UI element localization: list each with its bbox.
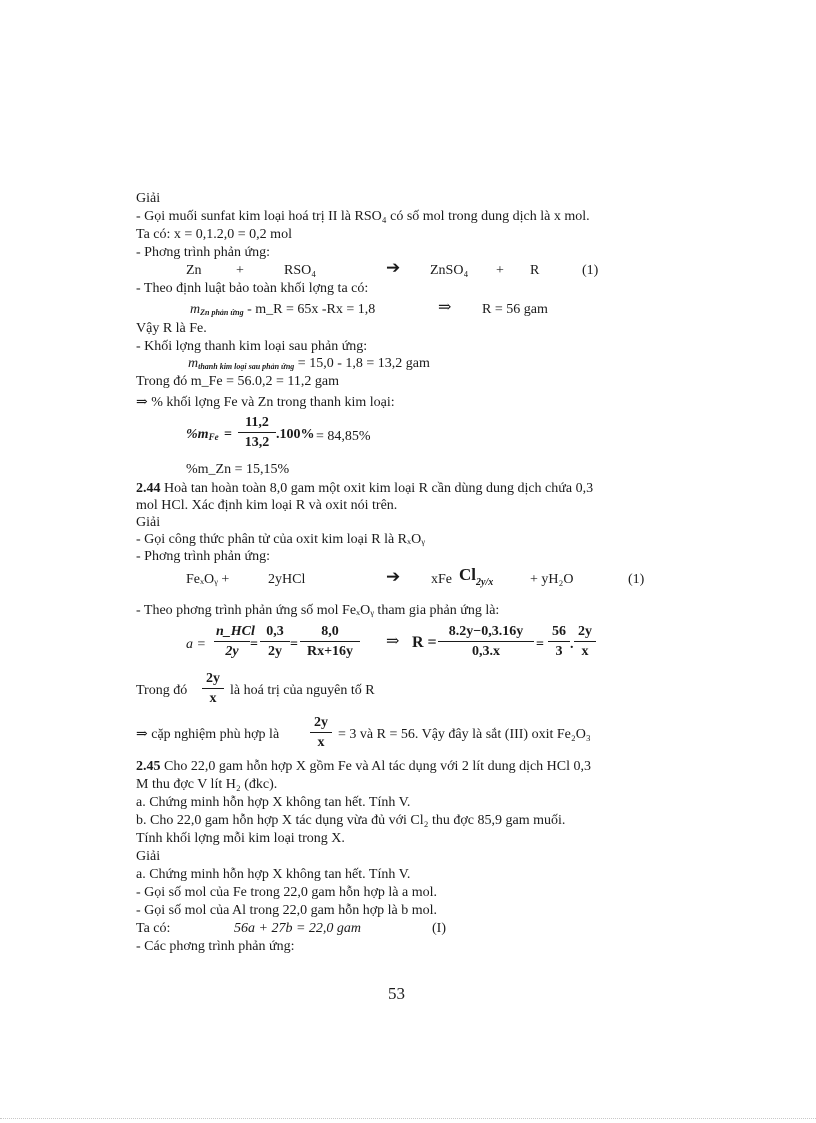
multiply-dot: . xyxy=(570,637,574,652)
problem-2-44 xyxy=(136,480,593,497)
reaction-term: RSO₄ xyxy=(284,263,317,278)
numerator: 2y xyxy=(314,715,328,730)
denominator: 13,2 xyxy=(244,435,270,450)
fraction xyxy=(260,623,290,660)
denominator: x xyxy=(209,691,217,706)
text-line: - Gọi số mol của Al trong 22,0 gam hỗn hợp là b mol. xyxy=(136,903,437,918)
text-line: - Gọi công thức phân tử của oxit kim loại R là RₓOᵧ xyxy=(136,532,425,547)
problem-2-45 xyxy=(136,758,591,775)
equation-result: = 84,85% xyxy=(316,429,371,444)
reaction-term: FeₓOᵧ + xyxy=(186,572,230,587)
denominator: 3 xyxy=(555,644,563,659)
equals-sign: = xyxy=(290,637,298,652)
arrow-icon: ➔ xyxy=(386,567,401,586)
text-line: Ta có: x = 0,1.2,0 = 0,2 mol xyxy=(136,227,292,242)
heading-giai-2: Giải xyxy=(136,515,161,530)
reaction-term: ZnSO₄ xyxy=(430,263,469,278)
text-line: - Phơng trình phản ứng: xyxy=(136,549,270,564)
text-line: M thu đợc V lít H₂ (đkc). xyxy=(136,777,278,792)
equation-rest: = 15,0 - 1,8 = 13,2 gam xyxy=(294,356,430,371)
equation-line xyxy=(190,301,375,321)
numerator: 2y xyxy=(206,671,220,686)
text-line: Trong đó m_Fe = 56.0,2 = 11,2 gam xyxy=(136,374,339,389)
equation-number: (I) xyxy=(432,921,446,936)
implies-icon: ⇒ xyxy=(386,633,400,650)
reaction-term: R xyxy=(530,263,540,278)
fraction xyxy=(238,414,276,451)
reaction-number: (1) xyxy=(582,263,599,278)
text-line: b. Cho 22,0 gam hỗn hợp X tác dụng vừa đủ với Cl₂ thu đợc 85,9 gam muối. xyxy=(136,813,566,828)
reaction-term: 2yHCl xyxy=(268,572,306,587)
text-line: mol HCl. Xác định kim loại R và oxit nói trên. xyxy=(136,498,398,513)
text-line: = 3 và R = 56. Vậy đây là sắt (III) oxit Fe₂O₃ xyxy=(338,727,591,742)
numerator: 11,2 xyxy=(245,415,269,430)
problem-number: 2.44 xyxy=(136,481,161,496)
page-bottom-divider xyxy=(0,1118,816,1119)
reaction-number: (1) xyxy=(628,572,645,587)
heading-giai-3: Giải xyxy=(136,849,161,864)
fraction-bar xyxy=(202,688,224,689)
numerator: 8.2y−0,3.16y xyxy=(448,624,524,639)
equation: 56a + 27b = 22,0 gam xyxy=(234,921,362,936)
numerator: 8,0 xyxy=(321,624,339,639)
denominator: Rx+16y xyxy=(306,644,354,659)
fraction-bar xyxy=(214,641,250,642)
text-line: Ta có: xyxy=(136,921,171,936)
text-line: - Các phơng trình phản ứng: xyxy=(136,939,295,954)
text-line: Tính khối lợng mỗi kim loại trong X. xyxy=(136,831,345,846)
numerator: n_HCl xyxy=(216,624,255,639)
var-r: R = xyxy=(412,634,437,651)
fraction-bar xyxy=(574,641,596,642)
fraction-bar xyxy=(310,732,332,733)
subscript: 2y/x xyxy=(476,577,494,588)
problem-number: 2.45 xyxy=(136,759,161,774)
fraction xyxy=(548,623,570,660)
cl-text: Cl xyxy=(459,565,476,584)
fraction-bar xyxy=(548,641,570,642)
var-m: m xyxy=(188,356,199,371)
equals-sign: = xyxy=(224,427,232,442)
fraction xyxy=(310,714,332,751)
numerator: 0,3 xyxy=(266,624,284,639)
text-line: - Khối lợng thanh kim loại sau phản ứng: xyxy=(136,339,368,354)
numerator: 56 xyxy=(552,624,566,639)
denominator: 2y xyxy=(225,644,239,659)
var-m: m xyxy=(190,302,201,317)
subscript: Fe xyxy=(208,432,219,442)
text-line: ⇒ cặp nghiệm phù hợp là xyxy=(136,727,280,742)
equals-sign: = xyxy=(536,637,544,652)
denominator: x xyxy=(581,644,589,659)
text-line: a. Chứng minh hỗn hợp X không tan hết. Tính V. xyxy=(136,867,411,882)
equals-sign: = xyxy=(250,637,258,652)
fraction xyxy=(574,623,596,660)
reaction-plus: + xyxy=(236,263,244,278)
heading-giai-1: Giải xyxy=(136,191,161,206)
subscript: Zn phản ứng xyxy=(200,308,244,317)
fraction xyxy=(214,623,255,660)
text-line: a. Chứng minh hỗn hợp X không tan hết. Tính V. xyxy=(136,795,411,810)
chlorine-symbol xyxy=(459,566,493,591)
equation-result: R = 56 gam xyxy=(482,302,548,317)
text-line: - Gọi muối sunfat kim loại hoá trị II là RSO₄ có số mol trong dung dịch là x mol. xyxy=(136,209,590,224)
equation-line xyxy=(188,355,430,375)
subscript: thanh kim loại sau phản ứng xyxy=(198,362,295,371)
fraction xyxy=(202,670,224,707)
reaction-term: Zn xyxy=(186,263,202,278)
reaction-plus: + xyxy=(496,263,504,278)
fraction-bar xyxy=(260,641,290,642)
denominator: 0,3.x xyxy=(472,644,500,659)
fraction-bar xyxy=(238,432,276,433)
var-percent-m: %m xyxy=(186,427,209,442)
page-number: 53 xyxy=(388,984,405,1003)
denominator: 2y xyxy=(268,644,282,659)
text-line: là hoá trị của nguyên tố R xyxy=(230,683,375,698)
fraction xyxy=(438,623,534,660)
numerator: 2y xyxy=(578,624,592,639)
arrow-icon: ➔ xyxy=(386,258,401,277)
text-line: - Theo định luật bảo toàn khối lợng ta có: xyxy=(136,281,369,296)
var-a: a = xyxy=(186,637,206,652)
text-line: Trong đó xyxy=(136,683,188,698)
implies-icon: ⇒ xyxy=(438,299,452,316)
fraction-bar xyxy=(438,641,534,642)
text-line: Vậy R là Fe. xyxy=(136,321,207,336)
reaction-term: xFe xyxy=(431,572,452,587)
denominator: x xyxy=(317,735,325,750)
text-line: ⇒ % khối lợng Fe và Zn trong thanh kim loại: xyxy=(136,395,395,410)
text-line: - Phơng trình phản ứng: xyxy=(136,245,270,260)
problem-text: Hoà tan hoàn toàn 8,0 gam một oxit kim loại R cần dùng dung dịch chứa 0,3 xyxy=(160,481,594,496)
problem-text: Cho 22,0 gam hỗn hợp X gồm Fe và Al tác dụng với 2 lít dung dịch HCl 0,3 xyxy=(160,759,592,774)
fraction xyxy=(300,623,360,660)
equation-lhs xyxy=(186,426,219,443)
fraction-bar xyxy=(300,641,360,642)
reaction-term: + yH₂O xyxy=(530,572,574,587)
multiplier: .100% xyxy=(276,427,315,442)
text-line: %m_Zn = 15,15% xyxy=(186,462,290,477)
equation-rest: - m_R = 65x -Rx = 1,8 xyxy=(243,302,376,317)
text-line: - Gọi số mol của Fe trong 22,0 gam hỗn hợp là a mol. xyxy=(136,885,437,900)
text-line: - Theo phơng trình phản ứng số mol FeₓOᵧ tham gia phản ứng là: xyxy=(136,603,500,618)
